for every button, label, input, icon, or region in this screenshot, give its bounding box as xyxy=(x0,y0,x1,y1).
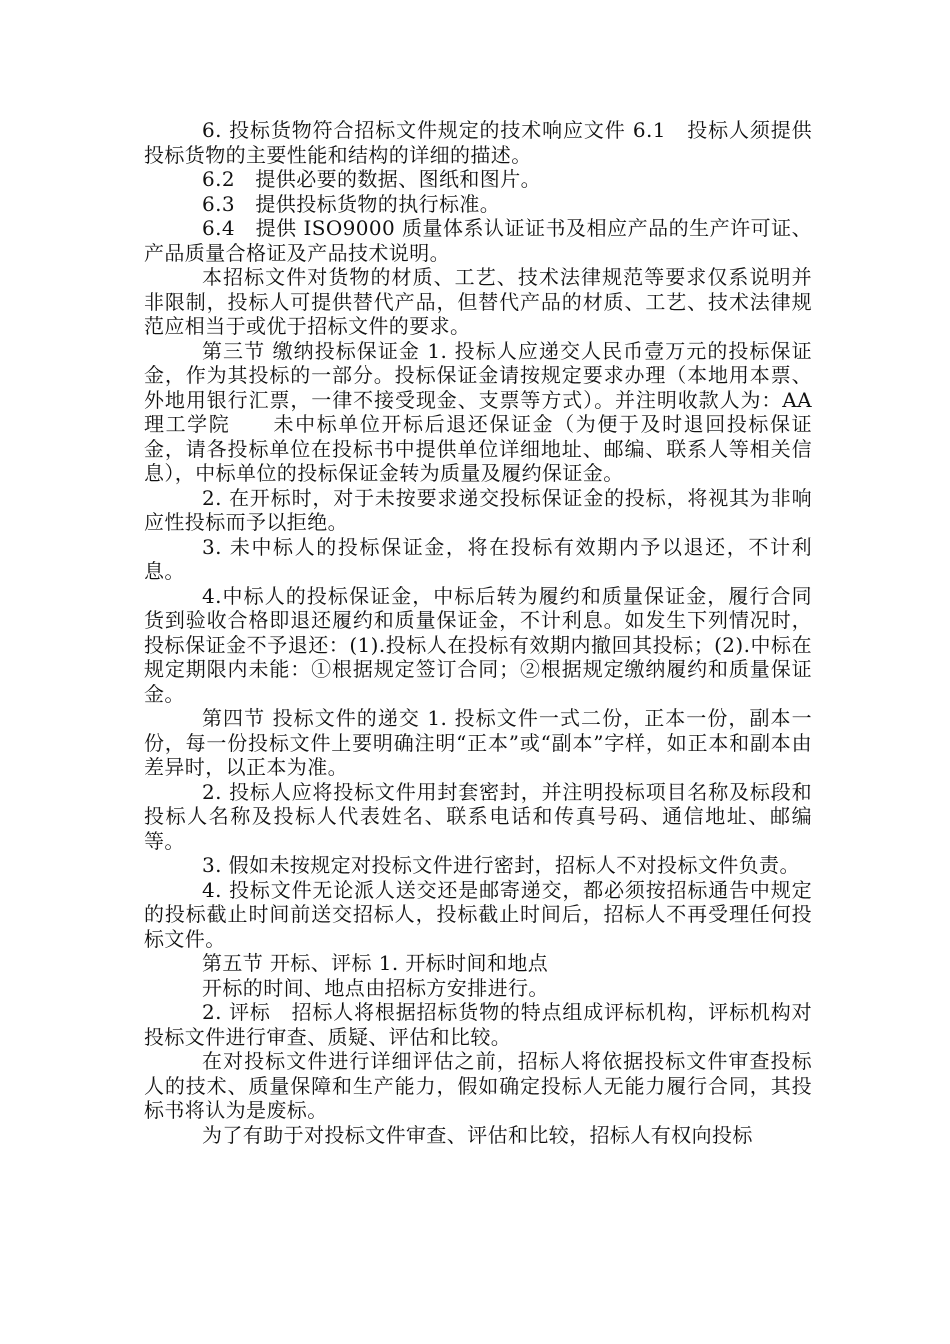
section-5-clarification: 为了有助于对投标文件审查、评估和比较，招标人有权向投标 xyxy=(202,1122,753,1147)
paragraph-6-3: 6.3 提供投标货物的执行标准。 xyxy=(202,191,501,216)
section-3-item-4: 4.中标人的投标保证金，中标后转为履约和质量保证金，履行合同货到验收合格即退还履约和质量保证金，不计利息。如发生下列情况时，投标保证金不予退还：(1).投标人在投标有效期内撤回其投标；(2).中标在规定期限内未能：①根据规定签订合同；②根据规定缴纳履约和质量保证金。 xyxy=(144,583,812,706)
paragraph-6-4: 6.4 提供 ISO9000 质量体系认证证书及相应产品的生产许可证、产品质量合格证及产品技术说明。 xyxy=(144,216,812,265)
section-3-bid-bond: 第三节 缴纳投标保证金 1. 投标人应递交人民币壹万元的投标保证金，作为其投标的一部分。投标保证金请按规定要求办理（本地用本票、外地用银行汇票，一律不接受现金、支票等方式）。并注明收款人为：AA 理工学院 未中标单位开标后退还保证金（为便于及时退回投标保证金，请各投标单位在投标书中提供单位详细地址、邮编、联系人等相关信息），中标单位的投标保证金转为质量及履约保证金。 xyxy=(144,338,812,485)
section-5-heading: 第五节 开标、评标 1. 开标时间和地点 xyxy=(202,951,549,975)
section-5-evaluation: 2. 评标 招标人将根据招标货物的特点组成评标机构，评标机构对投标文件进行审查、质疑、评估和比较。 xyxy=(144,1000,812,1049)
paragraph-material-note: 本招标文件对货物的材质、工艺、技术法律规范等要求仅系说明并非限制，投标人可提供替代产品，但替代产品的材质、工艺、技术法律规范应相当于或优于招标文件的要求。 xyxy=(144,265,812,338)
section-4-item-4: 4. 投标文件无论派人送交还是邮寄递交，都必须按招标通告中规定的投标截止时间前送交招标人，投标截止时间后，招标人不再受理任何投标文件。 xyxy=(144,877,812,951)
section-3-item-2: 2. 在开标时，对于未按要求递交投标保证金的投标，将视其为非响应性投标而予以拒绝。 xyxy=(144,485,812,534)
section-5-opening-arrangement: 开标的时间、地点由招标方安排进行。 xyxy=(202,975,549,1000)
document-body xyxy=(144,118,812,1147)
paragraph-6-tech-response: 6. 投标货物符合招标文件规定的技术响应文件 6.1 投标人须提供投标货物的主要性能和结构的详细的描述。 xyxy=(144,118,812,167)
section-4-submission: 第四节 投标文件的递交 1. 投标文件一式二份，正本一份，副本一份，每一份投标文件上要明确注明“正本”或“副本”字样，如正本和副本由差异时，以正本为准。 xyxy=(144,706,812,779)
section-5-detailed-review: 在对投标文件进行详细评估之前，招标人将依据投标文件审查投标人的技术、质量保障和生产能力，假如确定投标人无能力履行合同，其投标书将认为是废标。 xyxy=(144,1049,812,1122)
section-4-item-3: 3. 假如未按规定对投标文件进行密封，招标人不对投标文件负责。 xyxy=(202,853,800,877)
section-3-item-3: 3. 未中标人的投标保证金，将在投标有效期内予以退还，不计利息。 xyxy=(144,534,812,583)
paragraph-6-2: 6.2 提供必要的数据、图纸和图片。 xyxy=(202,167,542,191)
section-4-item-2: 2. 投标人应将投标文件用封套密封，并注明投标项目名称及标段和投标人名称及投标人代表姓名、联系电话和传真号码、通信地址、邮编等。 xyxy=(144,779,812,853)
